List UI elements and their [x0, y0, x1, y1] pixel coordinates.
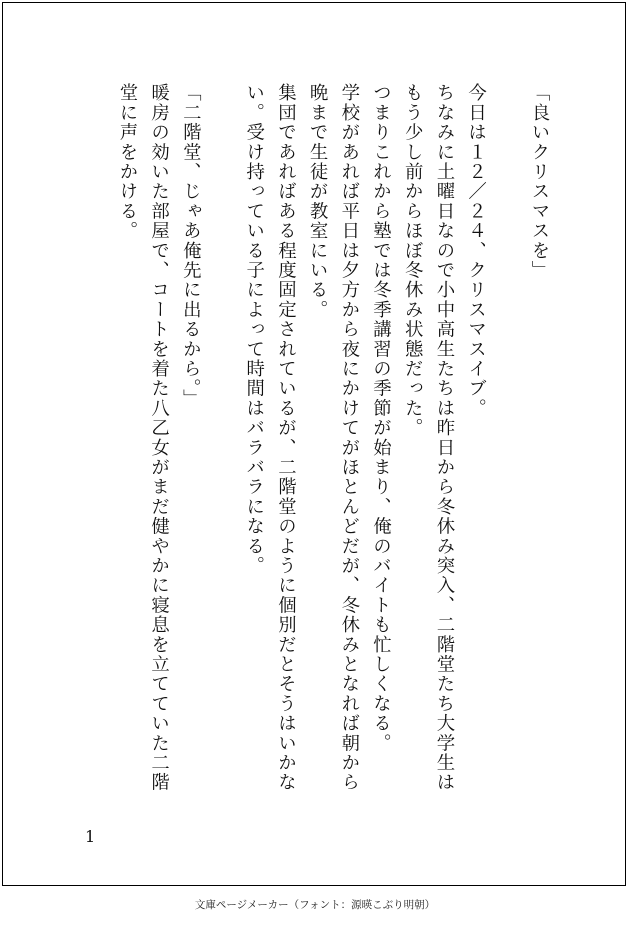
text-line: 集団であればある程度固定されているが、二階堂のように個別だとそうはいかな: [275, 83, 297, 793]
text-line: 堂に声をかける。: [116, 83, 138, 241]
text-line: 「二階堂、じゃあ俺先に出るから。」: [180, 83, 202, 409]
text-line: 学校があれば平日は夕方から夜にかけてがほとんどだが、冬休みとなれば朝から: [338, 83, 360, 793]
page-frame: [2, 2, 626, 886]
text-line: つまりこれから塾では冬季講習の季節が始まり、俺のバイトも忙しくなる。: [370, 83, 392, 753]
text-line: ちなみに土曜日なので小中高生たちは昨日から冬休み突入、二階堂たち大学生は: [433, 83, 455, 793]
page-number: 1: [85, 827, 96, 846]
text-line: い。受け持っている子によって時間はバラバラになる。: [243, 83, 265, 576]
text-line: 「良いクリスマスを」: [529, 83, 550, 280]
text-line-blank: [206, 83, 238, 813]
footer-credit: 文庫ページメーカー（フォント：源暎こぶり明朝）: [194, 899, 436, 911]
text-line: 暖房の効いた部屋で、コートを着た八乙女がまだ健やかに寝息を立てていた二階: [148, 83, 170, 793]
text-line: 晩まで生徒が教室にいる。: [307, 83, 329, 320]
text-line: 今日は１２／２４、クリスマスイブ。: [465, 83, 487, 418]
vertical-text-body: [111, 83, 555, 813]
text-line: もう少し前からほぼ冬休み状態だった。: [402, 83, 424, 438]
text-line-blank: [492, 83, 524, 813]
